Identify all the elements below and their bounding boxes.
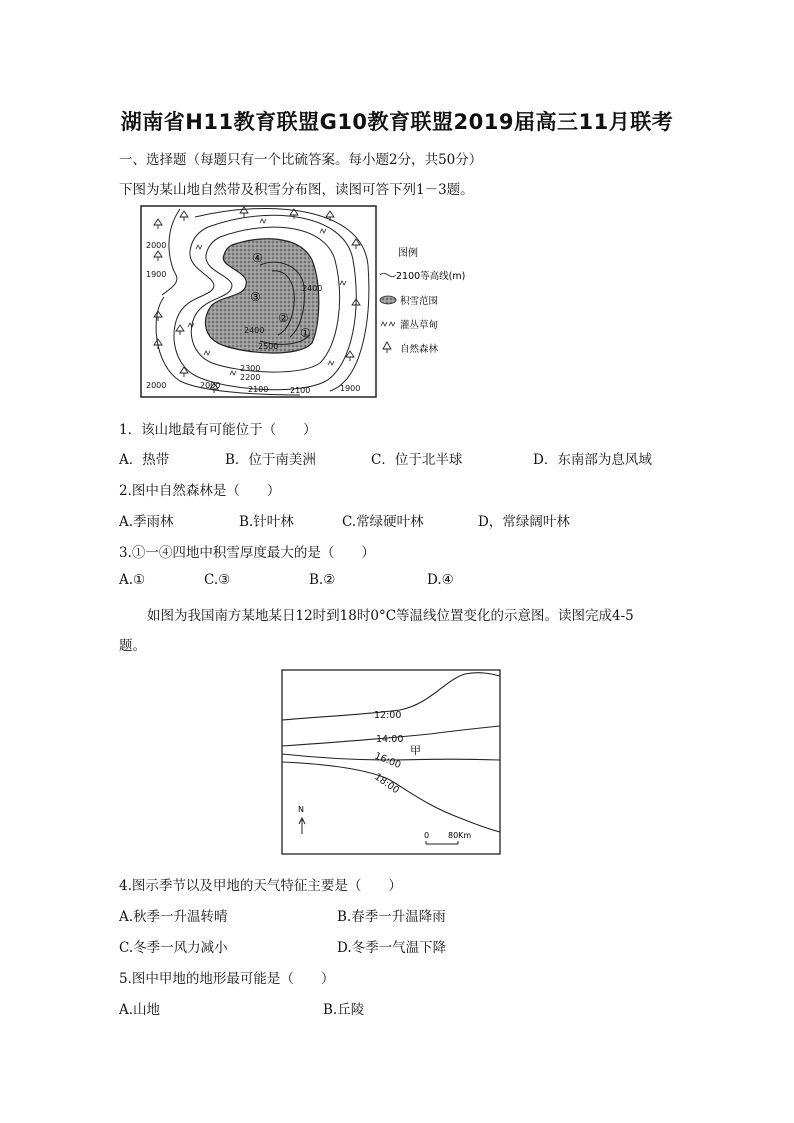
legend-snow: 积雪范围 xyxy=(400,296,439,307)
svg-text:80Km: 80Km xyxy=(448,831,472,840)
section-heading: 一、选择题（每题只有一个比硫答案。每小题2分，共50分） xyxy=(119,152,483,168)
question-1-option-d: D．东南部为息风域 xyxy=(533,452,652,468)
contour-symbol-icon xyxy=(380,273,396,276)
contour-label: 2100 xyxy=(248,385,269,394)
question-2-stem: 2.图中自然森林是（ ） xyxy=(119,483,281,499)
question-5-option-b: B.丘陵 xyxy=(323,1002,365,1018)
contour-label: 2000 xyxy=(200,381,221,390)
question-4-stem: 4.图示季节以及甲地的天气特征主要是（ ） xyxy=(119,878,402,894)
isotherm-label: 12:00 xyxy=(374,710,402,721)
contour-label: 2000 xyxy=(146,241,167,250)
question-3-option-3: B.② xyxy=(309,572,336,588)
north-arrow-icon xyxy=(298,805,305,834)
intro-text-2: 如图为我国南方某地某日12时到18时0°C等温线位置变化的示意图。读图完成4-5 xyxy=(147,608,634,624)
question-2-option-c: C.常绿硬叶林 xyxy=(342,514,424,530)
map-legend xyxy=(378,242,478,360)
question-3-option-2: C.③ xyxy=(204,572,231,588)
point-label: ① xyxy=(300,326,311,340)
contour-label: 2200 xyxy=(240,373,261,382)
question-1-option-b: B．位于南美洲 xyxy=(225,452,316,468)
question-1-option-a: A．热带 xyxy=(119,452,170,468)
isotherm-label: 16:00 xyxy=(372,750,403,772)
question-4-option-b: B.春季一升温降雨 xyxy=(337,909,446,925)
question-4-option-c: C.冬季一风力减小 xyxy=(119,940,228,956)
scale-bar xyxy=(424,831,471,844)
question-3-option-4: D.④ xyxy=(427,572,454,588)
question-4-option-a: A.秋季一升温转晴 xyxy=(119,909,228,925)
intro-text-1: 下图为某山地自然带及积雪分布图，读图可答下列1－3题。 xyxy=(119,182,474,198)
isotherm-label: 18:00 xyxy=(372,771,402,797)
question-3-option-1: A.① xyxy=(119,572,146,588)
question-2-option-d: D，常绿阔叶林 xyxy=(478,514,570,530)
question-5-option-a: A.山地 xyxy=(119,1002,161,1018)
svg-text:0: 0 xyxy=(424,831,430,840)
question-3-stem: 3.①一④四地中积雪厚度最大的是（ ） xyxy=(119,545,375,561)
point-label: ② xyxy=(278,311,289,325)
question-1-stem: 1．该山地最有可能位于（ ） xyxy=(119,422,317,438)
contour-label: 1900 xyxy=(146,270,167,279)
snow-symbol-icon xyxy=(380,296,396,304)
shrub-symbol-icon xyxy=(381,322,395,326)
point-label: ③ xyxy=(250,290,261,304)
legend-shrub: 灌丛草甸 xyxy=(400,320,439,331)
contour-label: 2100 xyxy=(290,386,311,395)
document-title: 湖南省H11教育联盟G10教育联盟2019届高三11月联考 xyxy=(120,110,674,134)
isotherm-label: 14:00 xyxy=(376,734,404,745)
place-jia: 甲 xyxy=(410,744,421,757)
point-label: ④ xyxy=(252,251,263,265)
contour-label: 2400 xyxy=(302,284,323,293)
legend-title: 图例 xyxy=(398,248,418,259)
isotherm-map xyxy=(280,668,504,858)
intro-text-2-cont: 题。 xyxy=(119,638,146,654)
legend-contour: 2100等高线(m) xyxy=(396,271,466,282)
forest-symbol-icon xyxy=(383,342,391,353)
question-5-stem: 5.图中甲地的地形最可能是（ ） xyxy=(119,971,335,987)
contour-label: 2300 xyxy=(240,364,261,373)
question-1-option-c: C．位于北半球 xyxy=(371,452,463,468)
question-4-option-d: D.冬季一气温下降 xyxy=(337,940,447,956)
contour-label: 2400 xyxy=(244,326,265,335)
legend-forest: 自然森林 xyxy=(400,344,439,355)
isotherm-1800 xyxy=(282,762,500,832)
contour-label: 2500 xyxy=(258,342,279,351)
mountain-snow-map xyxy=(140,205,380,400)
question-2-option-b: B.针叶林 xyxy=(239,514,294,530)
svg-text:N: N xyxy=(298,805,304,814)
contour-label: 1900 xyxy=(340,384,361,393)
contour-label: 2000 xyxy=(146,381,167,390)
question-2-option-a: A.季雨林 xyxy=(119,514,174,530)
